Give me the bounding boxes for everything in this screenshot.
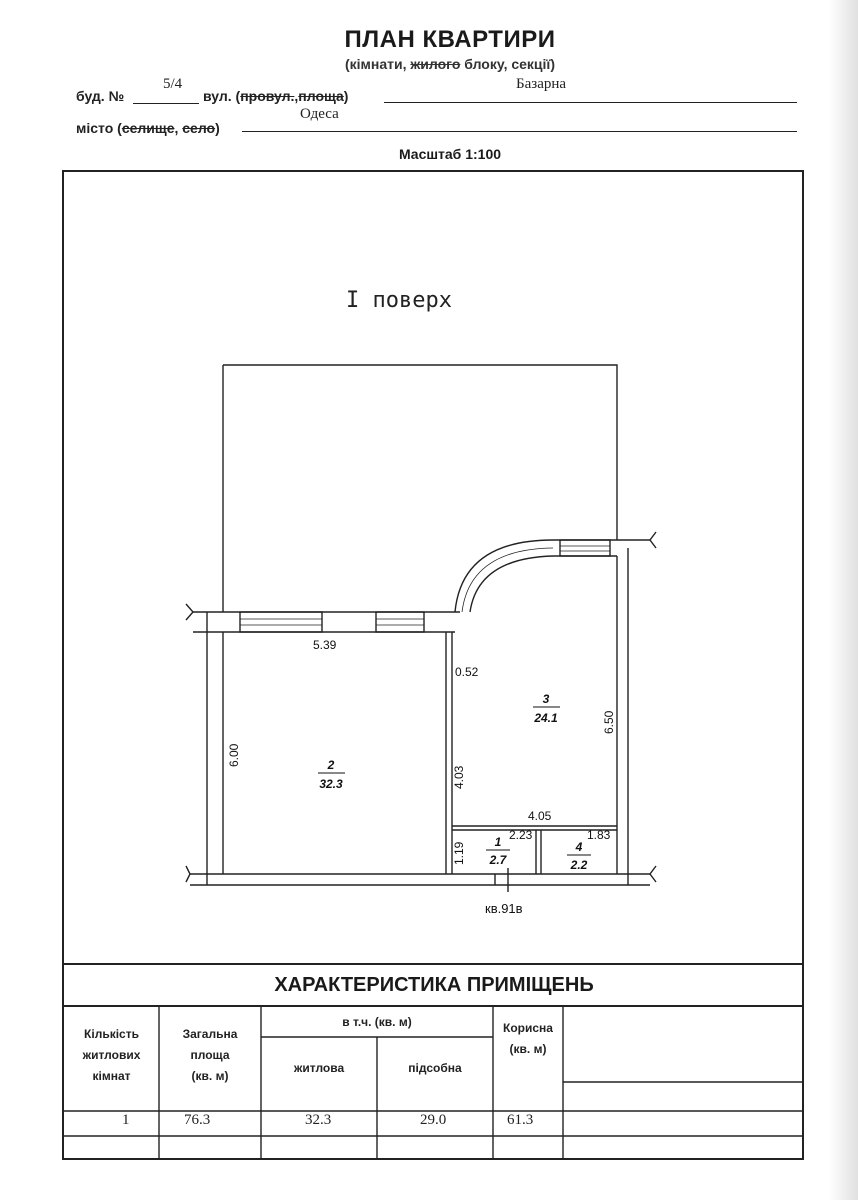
subtitle-struck: жилого [410, 56, 461, 72]
city-label-struck-town: селище [121, 120, 175, 136]
value-useful: 61.3 [507, 1112, 534, 1128]
floor-label: I поверх [346, 288, 452, 313]
city-label-pre: місто ( [76, 120, 122, 136]
col-aux-header: підсобна [408, 1061, 462, 1075]
city-value: Одеса [300, 106, 339, 122]
col-rooms-header [64, 1024, 159, 1087]
col-living-header: житлова [293, 1061, 345, 1075]
col-rooms-line2: житлових [82, 1048, 141, 1062]
dim-room3-bottom: 4.05 [528, 809, 552, 823]
room-2-number: 2 [327, 758, 335, 772]
col-rooms-line1: Кількість [84, 1027, 139, 1041]
room-3-number: 3 [542, 692, 550, 706]
dim-room1-height: 1.19 [452, 841, 466, 865]
city-label-struck-village: село [182, 120, 216, 136]
street-label-struck-square: площа [298, 88, 344, 104]
col-total-line2: площа [190, 1048, 230, 1062]
col-total-header [159, 1024, 261, 1087]
col-useful-line2: (кв. м) [509, 1042, 547, 1056]
value-rooms: 1 [122, 1112, 130, 1128]
table-heading: ХАРАКТЕРИСТИКА ПРИМІЩЕНЬ [64, 963, 804, 1007]
dim-room3-height: 6.50 [602, 710, 616, 734]
col-rooms-line3: кімнат [92, 1069, 131, 1083]
city-label-post: ) [215, 120, 220, 136]
value-total: 76.3 [184, 1112, 211, 1128]
col-useful-line1: Корисна [503, 1021, 553, 1035]
scale-label: Масштаб 1:100 [398, 146, 502, 162]
room-1-number: 1 [494, 835, 502, 849]
building-label: буд. № [76, 88, 125, 104]
street-value: Базарна [516, 76, 567, 92]
dim-room4-width: 1.83 [587, 828, 611, 842]
room-2-area: 32.3 [319, 777, 343, 791]
street-label-pre: вул. ( [203, 88, 241, 104]
street-label-post: ) [343, 88, 349, 104]
col-total-line3: (кв. м) [191, 1069, 229, 1083]
col-incl-header: в т.ч. (кв. м) [342, 1015, 412, 1029]
apartment-label: кв.91в [485, 901, 523, 916]
dim-room2-width: 5.39 [313, 638, 337, 652]
dim-room2-height: 6.00 [227, 743, 241, 767]
dim-room1-width: 2.23 [509, 828, 533, 842]
scan-edge-shadow [828, 0, 858, 1200]
dim-wall-offset: 0.52 [455, 665, 479, 679]
street-label-struck-lane: провул. [240, 88, 295, 104]
subtitle-close: блоку, секції) [460, 56, 556, 72]
room-4-number: 4 [575, 840, 583, 854]
value-living: 32.3 [305, 1112, 332, 1128]
page-title: ПЛАН КВАРТИРИ [344, 26, 556, 53]
street-label-mid: , [294, 88, 299, 104]
col-useful-header [493, 1018, 563, 1060]
subtitle-open: (кімнати, [344, 56, 411, 72]
value-aux: 29.0 [420, 1112, 447, 1128]
building-value: 5/4 [163, 76, 183, 92]
room-4-area: 2.2 [570, 858, 588, 872]
dim-room3-left: 4.03 [452, 765, 466, 789]
room-3-area: 24.1 [534, 711, 558, 725]
col-total-line1: Загальна [182, 1027, 238, 1041]
room-1-area: 2.7 [489, 853, 507, 867]
city-label-mid: , [174, 120, 183, 136]
